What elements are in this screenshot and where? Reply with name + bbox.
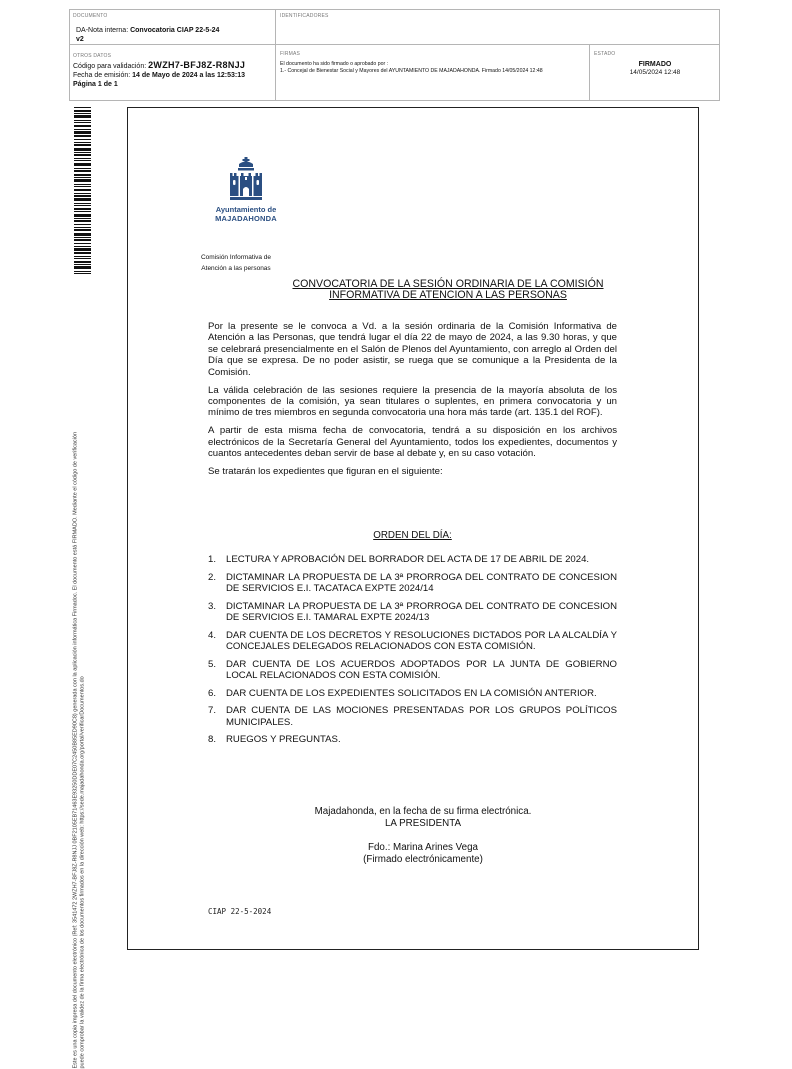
agenda-item-text: DICTAMINAR LA PROPUESTA DE LA 3ª PRORROGA DEL CONTRATO DE CONCESION DE SERVICIOS E.I. TACATACA EXPTE 2024/14 (226, 571, 617, 594)
firmas-cell (276, 44, 590, 100)
barcode-bar (74, 122, 91, 123)
agenda-item-number: 1. (208, 554, 217, 565)
agenda-item-text: LECTURA Y APROBACIÓN DEL BORRADOR DEL ACTA DE 17 DE ABRIL DE 2024. (226, 554, 590, 565)
title-line-1: CONVOCATORIA DE LA SESIÓN ORDINARIA DE LA COMISIÓN (292, 278, 604, 290)
committee-line-1: Comisión Informativa de (200, 254, 272, 261)
barcode-bar (74, 129, 91, 130)
convocatoria-title (268, 279, 628, 301)
barcode-bar (74, 125, 91, 127)
closing-place-date: Majadahonda, en la fecha de su firma electrónica. (314, 806, 532, 817)
agenda-item (208, 659, 617, 682)
emission-date: 14 de Mayo de 2024 a las 12:53:13 (132, 72, 246, 79)
agenda-item (208, 630, 617, 653)
document-name (76, 27, 272, 34)
committee-line-2: Atención a las personas (201, 265, 271, 272)
agenda-item-text: DICTAMINAR LA PROPUESTA DE LA 3ª PRORROGA DEL CONTRATO DE CONCESION DE SERVICIOS E.I. TAMARAL EXPTE 2024/13 (226, 600, 617, 623)
agenda-item (208, 601, 617, 624)
agenda-item (208, 688, 617, 700)
barcode-bar (74, 115, 91, 118)
estado-date: 14/05/2024 12:48 (629, 69, 681, 76)
firmas-caption: FIRMAS (280, 51, 301, 57)
committee-name (191, 252, 281, 274)
otros-datos-caption: OTROS DATOS (73, 53, 112, 59)
document-name-prefix: DA-Nota interna: (76, 27, 131, 34)
signature-block (268, 842, 578, 866)
barcode-bar (74, 135, 91, 137)
side-note-line-2: puede comprobar la validez de la firma electrónica de los documentos firmados en la dirección web: https://sede.majadahonda.org/portal/verificarDocumentos.do (79, 676, 85, 1069)
documento-cell (70, 10, 276, 44)
paragraph-convocation: Por la presente se le convoca a Vd. a la sesión ordinaria de la Comisión Informativa de Atención a las Personas, que tendrá lugar el día 22 de mayo de 2024, a las 9.30 horas, y que se celebrará presencialmente en el Salón de Plenos del Ayuntamiento, con arreglo al Orden del Día que se expresa. De no poder asistir, se ruega que se comunique a la Presidenta de la Comisión. (208, 321, 617, 378)
barcode-bar (74, 107, 91, 108)
agenda-item-text: DAR CUENTA DE LAS MOCIONES PRESENTADAS POR LOS GRUPOS POLÍTICOS MUNICIPALES. (226, 705, 617, 728)
agenda-item (208, 554, 617, 566)
paragraph-documents: A partir de esta misma fecha de convocatoria, tendrá a su disposición en los archivos electrónicos de la Secretaría General del Ayuntamiento, todos los expedientes, documentos y cuantos antecedentes deban servir de base al debate y, en su caso votación. (208, 425, 617, 460)
closing (268, 806, 578, 829)
barcode-bar (74, 113, 91, 114)
agenda-item-text: RUEGOS Y PREGUNTAS. (226, 734, 341, 745)
validation-code-line (73, 61, 272, 71)
validation-code-label: Código para validación: (73, 63, 149, 70)
barcode-bar (74, 158, 91, 159)
agenda-item-text: DAR CUENTA DE LOS EXPEDIENTES SOLICITADOS EN LA COMISIÓN ANTERIOR. (226, 687, 597, 699)
barcode-bar (74, 160, 91, 161)
identificadores-cell (276, 10, 719, 44)
paragraph-intro-agenda: Se tratarán los expedientes que figuran en el siguiente: (208, 465, 443, 477)
emission-date-label: Fecha de emisión: (73, 72, 133, 79)
estado-status: FIRMADO (638, 61, 672, 68)
agenda-item-number: 8. (208, 734, 217, 745)
barcode-bar (74, 120, 91, 121)
letter-body (208, 321, 617, 484)
validation-code[interactable]: 2WZH7-BFJ8Z-R8NJJ (148, 60, 246, 70)
verification-side-note (73, 169, 86, 1069)
paragraph-quorum: La válida celebración de las sesiones requiere la presencia de la mayoría absoluta de los componentes de la comisión, ya sean titulares o suplentes, en primera convocatoria y un mínimo de tres miembros en segunda convocatoria una hora más tarde (art. 135.1 del ROF). (208, 384, 617, 419)
document-reference: CIAP 22-5-2024 (208, 907, 272, 916)
barcode-bar (74, 144, 91, 146)
signature-name: Fdo.: Marina Arines Vega (367, 842, 478, 853)
barcode-bar (74, 154, 91, 156)
barcode-bar (74, 131, 91, 134)
identificadores-caption: IDENTIFICADORES (280, 13, 329, 19)
logo-text-line-2: MAJADAHONDA (215, 214, 277, 223)
barcode-bar (74, 148, 91, 151)
otros-datos-cell (70, 44, 276, 100)
signature-note: (Firmado electrónicamente) (363, 854, 483, 865)
castle-crest-icon (228, 156, 264, 204)
agenda-item-number: 4. (208, 629, 217, 641)
firmas-intro: El documento ha sido firmado o aprobado por : (280, 61, 389, 67)
agenda-item (208, 734, 617, 746)
side-note-line-1: Este es una copia impresa del documento electrónico (Ref: 3541472 2WZH7-BFJ8Z-R8NJJ 0BF2105EB71463E93250DDE07C2450B85ED90C8) generada con la aplicación informática Firmadoc. El documento está FIRMADO. Mediante el código de verificación (72, 431, 79, 1069)
documento-caption: DOCUMENTO (73, 13, 108, 19)
agenda-item-number: 6. (208, 687, 217, 699)
barcode-bar (74, 139, 91, 140)
logo-text-line-1: Ayuntamiento de (215, 205, 277, 214)
document-metadata-table (69, 9, 720, 101)
agenda-item-number: 5. (208, 658, 217, 670)
title-line-2: INFORMATIVA DE ATENCION A LAS PERSONAS (329, 289, 567, 301)
barcode-bar (74, 142, 91, 143)
agenda-item-number: 2. (208, 571, 217, 583)
barcode-bar (74, 152, 91, 153)
emission-date-line (73, 71, 272, 80)
document-name-value: Convocatoria CIAP 22-5-24 (130, 27, 220, 34)
agenda-item (208, 705, 617, 728)
municipality-logo (213, 156, 279, 228)
document-version: v2 (76, 36, 84, 43)
agenda-item-text: DAR CUENTA DE LOS ACUERDOS ADOPTADOS POR LA JUNTA DE GOBIERNO LOCAL RELACIONADOS CON ESTA COMISIÓN. (226, 658, 617, 681)
barcode-bar (74, 110, 91, 112)
agenda-item-number: 3. (208, 600, 217, 612)
document-page (127, 107, 699, 950)
agenda-item-text: DAR CUENTA DE LOS DECRETOS Y RESOLUCIONES DICTADOS POR LA ALCALDÍA Y CONCEJALES DELEGADOS RELACIONADOS CON ESTA COMISIÓN. (226, 629, 617, 652)
closing-role: LA PRESIDENTA (384, 817, 462, 829)
agenda-list (208, 554, 617, 752)
barcode-bar (74, 163, 91, 166)
page-info: Página 1 de 1 (73, 81, 118, 88)
firmas-entry: 1.- Concejal de Bienestar Social y Mayores del AYUNTAMIENTO DE MAJADAHONDA. Firmado 14/05/2024 12:48 (280, 68, 543, 74)
agenda-item (208, 572, 617, 595)
estado-caption: ESTADO (594, 51, 616, 57)
estado-cell (590, 44, 719, 100)
orden-del-dia-heading: ORDEN DEL DÍA: (373, 530, 452, 541)
agenda-item-number: 7. (208, 705, 217, 716)
